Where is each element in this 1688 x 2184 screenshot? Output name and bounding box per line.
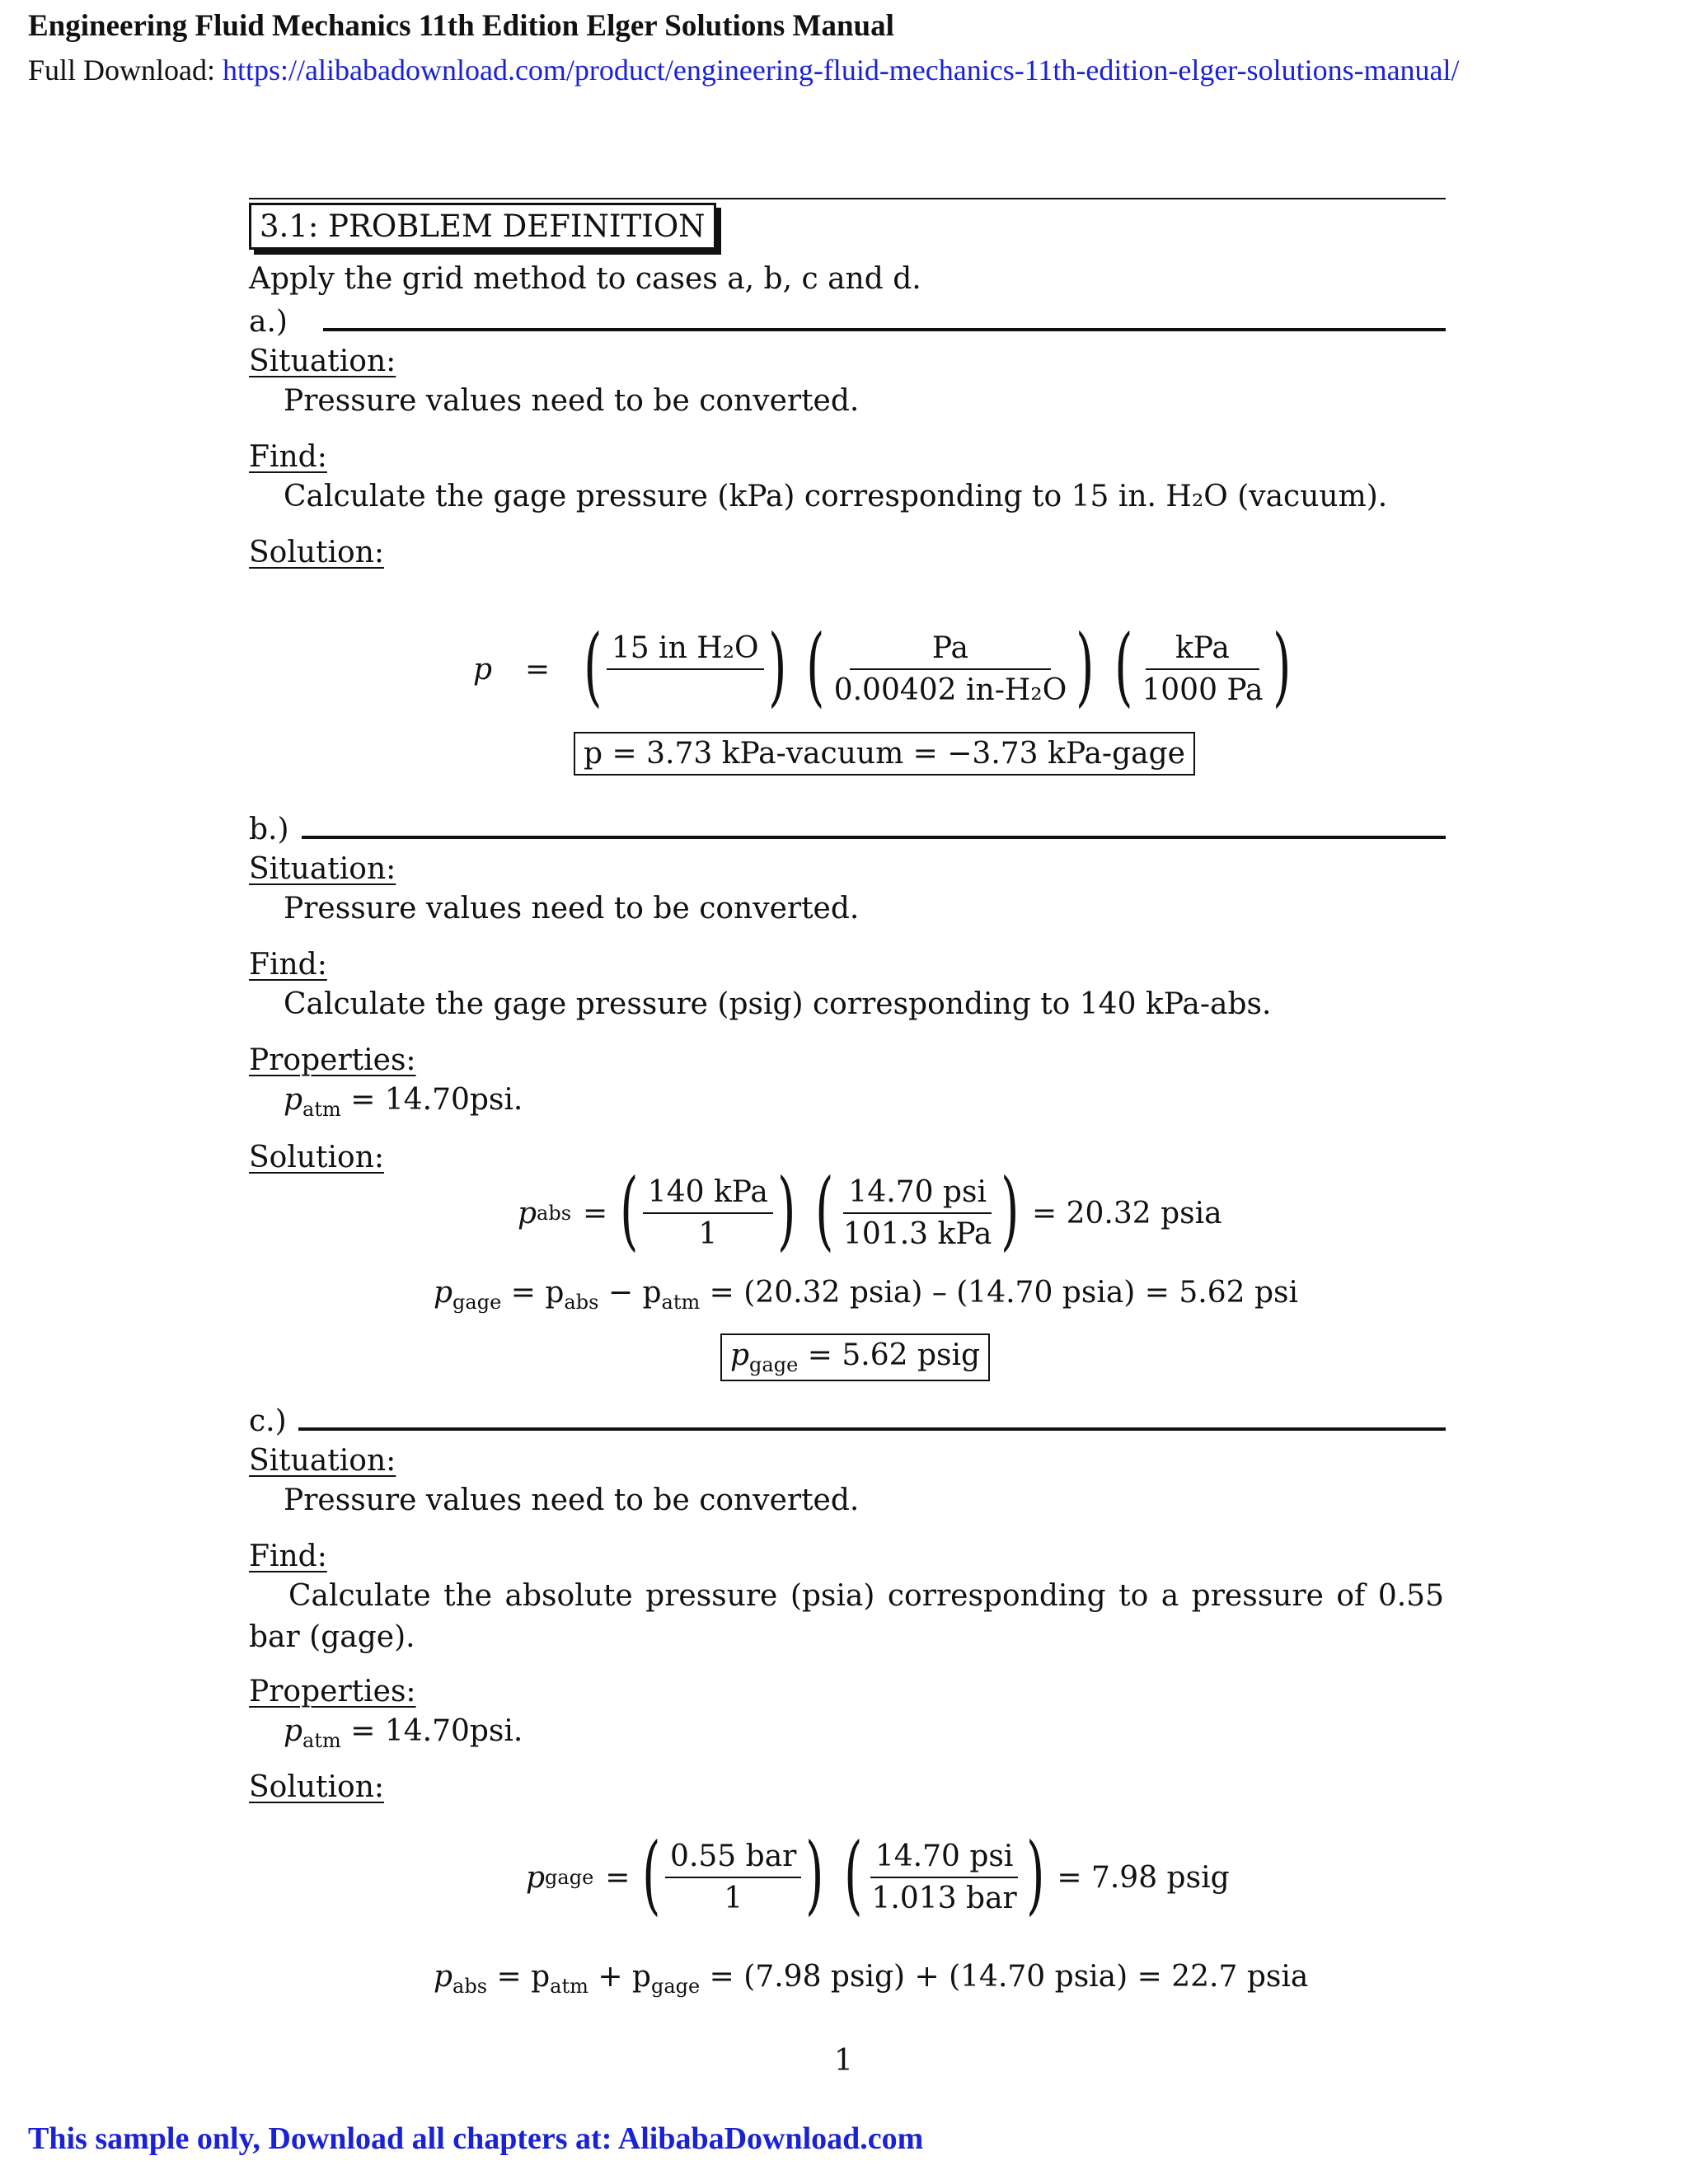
case-b-equation-1: p abs = ( $\frac{\text{140 kPa}}{1}$ ) ( $\frac{\text{14.70 psi}}{\text{101.3 kPa}}$ ) = 20.32 psia [518, 1160, 1222, 1260]
download-label: Full Download: [28, 54, 216, 87]
case-a-situation-label: Situation: [249, 344, 396, 378]
footer-banner[interactable]: This sample only, Download all chapters at: AlibabaDownload.com [28, 2121, 924, 2156]
case-c-solution-label: Solution: [249, 1770, 385, 1804]
case-b-situation: Pressure values need to be converted. [284, 892, 860, 926]
factor-1: $\frac{\text{0.55 bar}}{1}$ [665, 1840, 801, 1915]
case-a-rule [323, 328, 1446, 331]
case-b-find: Calculate the gage pressure (psig) corresponding to 140 kPa-abs. [284, 987, 1272, 1021]
case-c-equation-1: p gage = ( $\frac{\text{0.55 bar}}{1}$ ) ( $\frac{\text{14.70 psi}}{\text{1.013 bar}}$ ) = 7.98 psig [526, 1824, 1230, 1924]
factor-2: $\frac{\text{14.70 psi}}{\text{1.013 bar}}$ [871, 1840, 1017, 1915]
case-c-property: $p_{atm} = 14.70psi$. [284, 1714, 523, 1752]
case-b-label: b.) [249, 813, 289, 846]
factor-3: $\frac{\text{kPa}}{1000 Pa}$ [1142, 631, 1264, 707]
factor-1: 15 in H₂O [607, 631, 764, 707]
case-c-equation-2: $p_{abs} = p_{atm} + p_{gage} = (7.98$ psig) + (14.70 psia) = 22.7 psia [434, 1960, 1309, 1998]
document-title: Engineering Fluid Mechanics 11th Edition Elger Solutions Manual [28, 9, 894, 43]
case-b-equation-2: $p_{gage} = p_{abs} - p_{atm} = (20.32$ psia) – (14.70 psia) = 5.62 psi [434, 1276, 1299, 1314]
case-a-find-label: Find: [249, 440, 327, 474]
case-a-find: Calculate the gage pressure (kPa) corresponding to 15 in. H₂O (vacuum). [284, 480, 1388, 513]
case-a-label: a.) [249, 305, 288, 339]
case-a-equation: p = ( 15 in H₂O ) ( $\frac{Pa}{\text{0.00402 in-H₂O}}$ ) ( $\frac{\text{kPa}}{1000 Pa}$ ) [473, 616, 1291, 716]
case-c-situation-label: Situation: [249, 1444, 396, 1478]
factor-2: $\frac{Pa}{\text{0.00402 in-H₂O}}$ [833, 631, 1067, 707]
case-b-property: $p_{atm} = 14.70psi$. [284, 1083, 523, 1121]
factor-1: $\frac{\text{140 kPa}}{1}$ [643, 1175, 773, 1251]
case-c-find-label: Find: [249, 1540, 327, 1573]
case-b-rule [302, 836, 1446, 839]
eq-lhs: p [473, 652, 493, 687]
case-c-rule [298, 1427, 1446, 1431]
problem-heading: 3.1: PROBLEM DEFINITION [249, 203, 716, 250]
case-c-properties-label: Properties: [249, 1675, 416, 1708]
problem-intro: Apply the grid method to cases a, b, c and d. [249, 262, 921, 296]
case-b-solution-label: Solution: [249, 1141, 385, 1174]
case-b-find-label: Find: [249, 948, 327, 982]
top-rule [249, 198, 1446, 199]
case-b-properties-label: Properties: [249, 1043, 416, 1077]
case-a-solution-label: Solution: [249, 536, 385, 569]
case-c-label: c.) [249, 1404, 287, 1438]
download-link[interactable]: https://alibabadownload.com/product/engineering-fluid-mechanics-11th-edition-elger-solutions-manual/ [223, 54, 1460, 87]
eq-equals: = [525, 652, 551, 687]
case-a-situation: Pressure values need to be converted. [284, 384, 860, 418]
factor-2: $\frac{\text{14.70 psi}}{\text{101.3 kPa}}$ [843, 1175, 992, 1251]
page-number: 1 [834, 2044, 853, 2078]
case-a-result: p = 3.73 kPa-vacuum = −3.73 kPa-gage [574, 732, 1195, 776]
case-b-result: $p_{gage} = 5.62$ psig [720, 1333, 990, 1381]
case-c-find: Calculate the absolute pressure (psia) corresponding to a pressure of 0.55 bar (gage). [249, 1579, 1444, 1654]
download-line [28, 53, 1460, 87]
case-b-situation-label: Situation: [249, 852, 396, 886]
case-c-situation: Pressure values need to be converted. [284, 1483, 860, 1517]
